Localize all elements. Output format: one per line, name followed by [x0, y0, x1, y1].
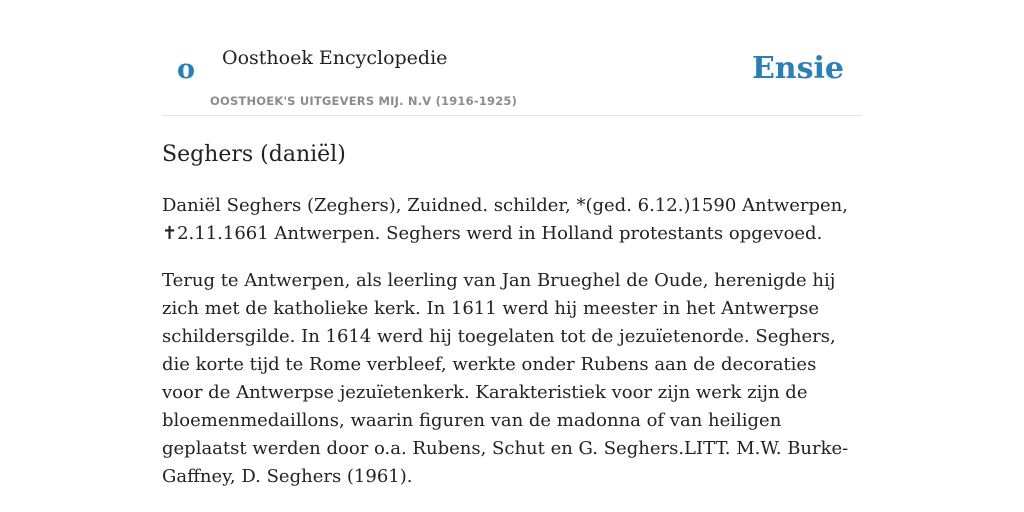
- entry-paragraph-1: Daniël Seghers (Zeghers), Zuidned. schilder, *(ged. 6.12.)1590 Antwerpen, ✝2.11.1661 Antwerpen. Seghers werd in Holland protestants opgevoed.: [162, 195, 848, 244]
- entry-paragraph-2: Terug te Antwerpen, als leerling van Jan Brueghel de Oude, herenigde hij zich met de katholieke kerk. In 1611 werd hij meester in het Antwerpse schildersgilde. In 1614 werd hij toegelaten tot de jezuïetenorde. Seghers, die korte tijd te Rome verbleef, werkte onder Rubens aan de decoraties voor de Antwerpse jezuïetenkerk. Karakteristiek voor zijn werk zijn de bloemenmedaillons, waarin figuren van de madonna of van heiligen geplaatst werden door o.a. Rubens, Schut en G. Seghers.LITT. M.W. Burke-Gaffney, D. Seghers (1961).: [162, 270, 849, 487]
- ensie-logo-link[interactable]: Ensie: [751, 51, 844, 86]
- book-logo-icon[interactable]: o: [177, 54, 196, 85]
- book-title-link[interactable]: Oosthoek Encyclopedie: [222, 47, 448, 69]
- book-header: [162, 0, 862, 116]
- publisher-label: OOSTHOEK'S UITGEVERS MIJ. N.V (1916-1925): [210, 94, 518, 108]
- entry-title: Seghers (daniël): [162, 142, 346, 167]
- entry-content: [162, 138, 862, 510]
